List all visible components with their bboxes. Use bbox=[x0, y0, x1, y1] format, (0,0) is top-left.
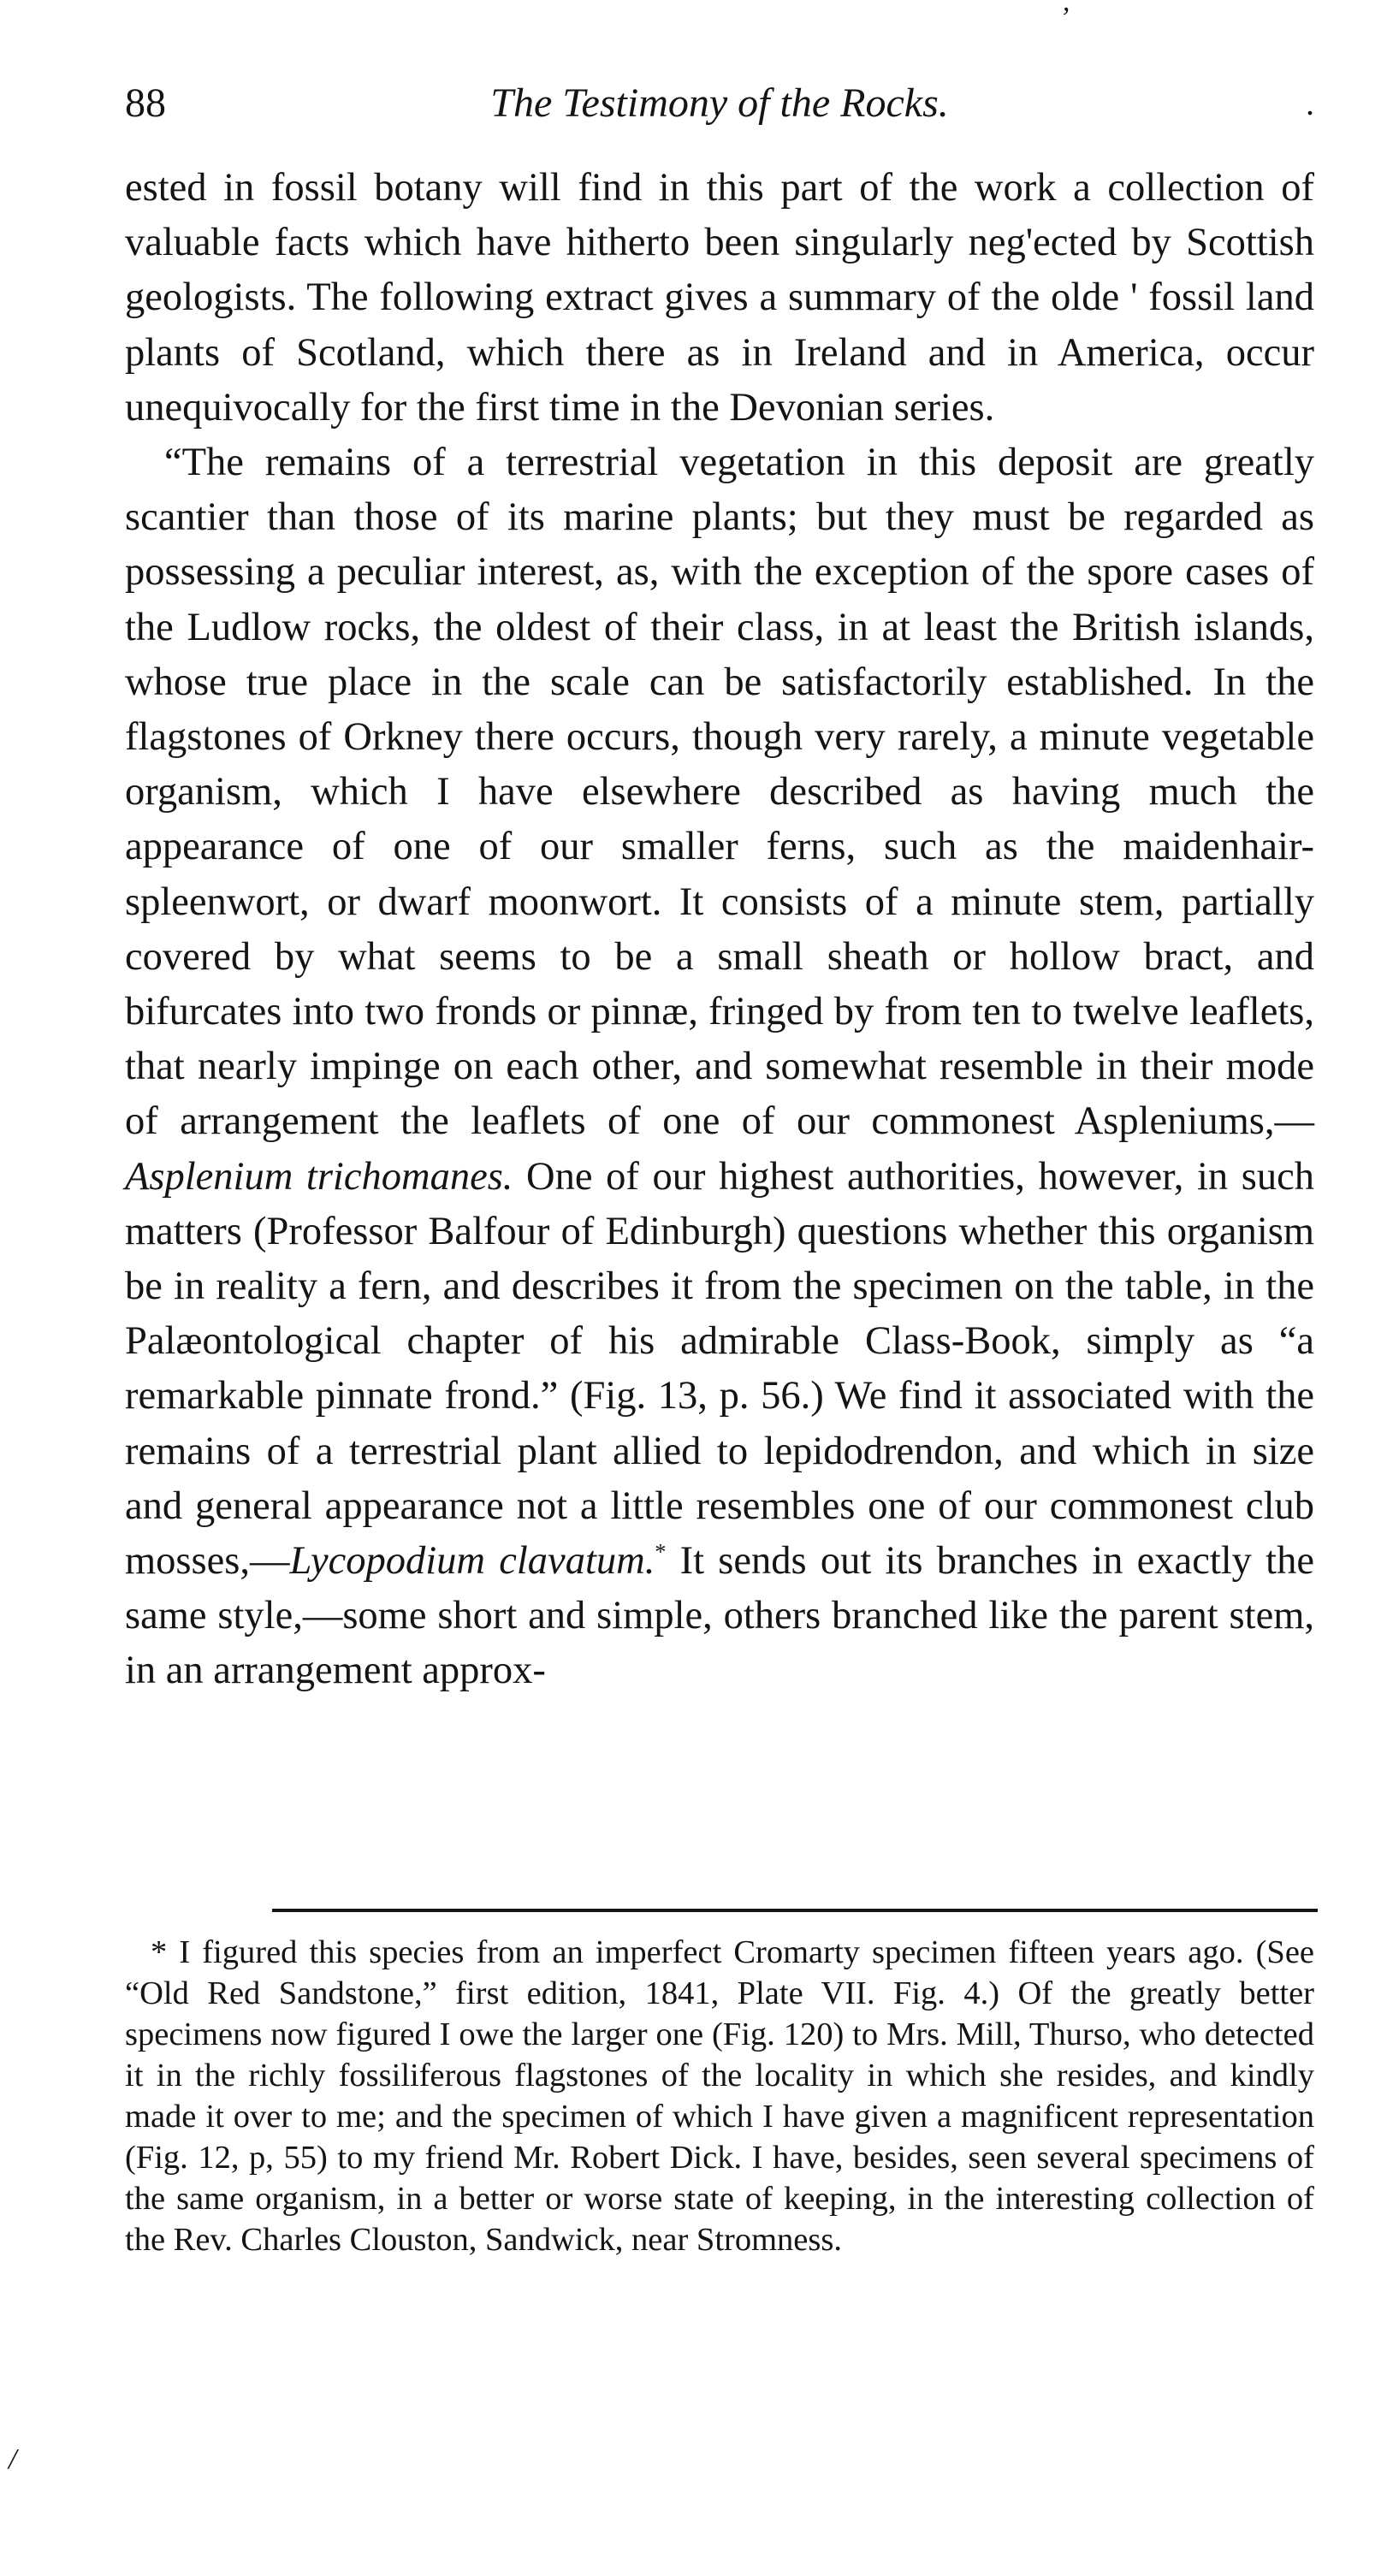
running-title: The Testimony of the Rocks. bbox=[490, 80, 949, 126]
footnote-divider bbox=[272, 1909, 1318, 1912]
footnote-reference-mark: * bbox=[655, 1539, 667, 1565]
footnote: * I figured this species from an imperfect Cromarty specimen fifteen years ago. (See “Old Red Sandstone,” first edition, 1841, Plate VII. Fig. 4.) Of the greatly better specimens now figured I owe the larger one (Fig. 120) to Mrs. Mill, Thurso, who detected it in the richly fossiliferous flagstones of the locality in which she resides, and kindly made it over to me; and the specimen of which I have given a magnificent representation (Fig. 12, p, 55) to my friend Mr. Robert Dick. I have, besides, seen several specimens of the same organism, in a better or worse state of keeping, in the interesting collection of the Rev. Charles Clouston, Sandwick, near Stromness. bbox=[125, 1934, 1314, 2258]
paragraph-1: ested in fossil botany will find in this part of the work a collection of valuable facts which have hitherto been singularly neg'ected by Scottish geologists. The following extract gives a summary of the olde ' fossil land plants of Scotland, which there as in Ireland and in America, occur unequivocally for the first time in the Devonian series. bbox=[125, 166, 1314, 429]
page-header bbox=[125, 74, 1314, 133]
paragraph-2-part-2: One of our highest authorities, however, in such matters (Professor Balfour of Edinburgh) questions whether this organism be in reality a fern, and describes it from the specimen on the table, in the Palæontological chapter of his admirable Class-Book, simply as “a remarkable pinnate frond.” (Fig. 13, p. 56.) We find it associated with the remains of a terrestrial plant allied to lepidodrendon, and which in size and general appearance not a little resembles one of our commonest club mosses,— bbox=[125, 1154, 1314, 1584]
species-name-asplenium: Asplenium trichomanes. bbox=[125, 1154, 513, 1199]
main-text bbox=[125, 161, 1314, 1699]
paragraph-2-part-1: “The remains of a terrestrial vegetation in this deposit are greatly scantier than those of its marine plants; but they must be regarded as possessing a peculiar interest, as, with the exception of the spore cases of the Ludlow rocks, the oldest of their class, in at least the British islands, whose true place in the scale can be satisfactorily established. In the flagstones of Orkney there occurs, though very rarely, a minute vegetable organism, which I have elsewhere described as having much the appearance of one of our smaller ferns, such as the maidenhair-spleenwort, or dwarf moonwort. It consists of a minute stem, partially covered by what seems to be a small sheath or hollow bract, and bifurcates into two fronds or pinnæ, fringed by from ten to twelve leaflets, that nearly impinge on each other, and somewhat resemble in their mode of arrangement the leaflets of one of our commonest Aspleniums,— bbox=[125, 441, 1314, 1144]
paragraph-2 bbox=[125, 435, 1314, 1699]
header-trailing-mark: . bbox=[1306, 84, 1314, 122]
stray-mark-bottom: / bbox=[9, 2443, 17, 2475]
page-number: 88 bbox=[125, 80, 166, 126]
species-name-lycopodium: Lycopodium clavatum. bbox=[289, 1539, 655, 1584]
stray-mark-top: ’ bbox=[1059, 2, 1070, 33]
paragraph-2-part-3: It sends out its branches in exactly the same style,—some short and simple, others branched like the parent stem, in an arrangement approx- bbox=[125, 1539, 1314, 1693]
